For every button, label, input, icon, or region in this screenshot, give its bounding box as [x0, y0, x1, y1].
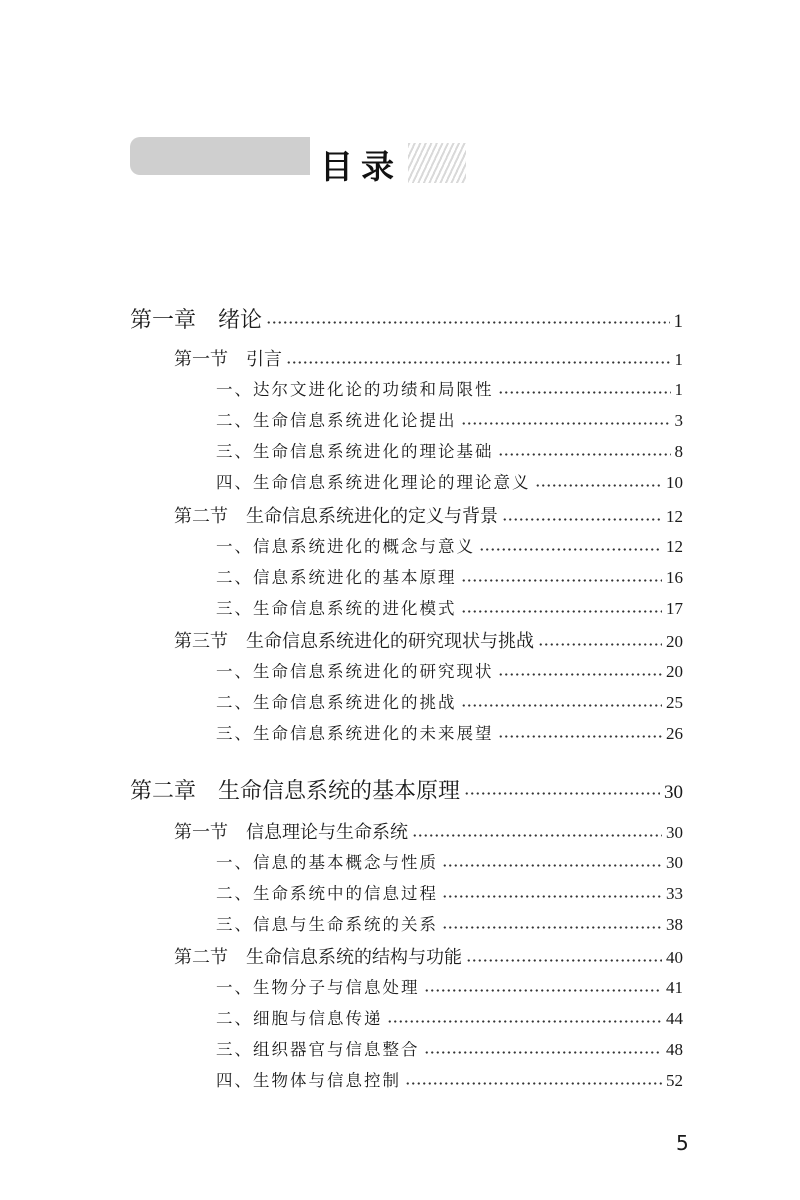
toc-item-label: [216, 407, 457, 431]
toc-item-label: [216, 658, 494, 682]
toc-item-label: [216, 595, 457, 619]
toc-page-number: 16: [666, 568, 683, 587]
toc-item-title: 三、生命信息系统进化的未来展望: [216, 724, 494, 743]
toc-item-label: [216, 1005, 383, 1029]
toc-section-title: 生命信息系统的结构与功能: [246, 947, 462, 968]
toc-section-number: 第二节: [174, 506, 228, 527]
toc-item-title: 四、生物体与信息控制: [216, 1071, 401, 1090]
dot-leader: [498, 735, 663, 738]
toc-page-number: 33: [666, 884, 683, 903]
toc-section-label: [174, 627, 534, 653]
toc-section[interactable]: [174, 818, 683, 844]
toc-page-number: 40: [666, 948, 683, 967]
toc-page-number: 30: [666, 823, 683, 842]
toc-section-title: 引言: [246, 349, 282, 370]
toc-page-number: 20: [666, 662, 683, 681]
dot-leader: [266, 321, 669, 324]
dot-leader: [286, 361, 671, 364]
toc-page-number: 10: [666, 473, 683, 492]
page-title: 目录: [320, 141, 408, 192]
toc-item[interactable]: [216, 407, 683, 431]
toc-page-number: 12: [666, 537, 683, 556]
toc-item[interactable]: [216, 1067, 683, 1091]
toc-chapter-title: 绪论: [218, 308, 263, 333]
toc-item-label: [216, 689, 457, 713]
dot-leader: [502, 518, 662, 521]
toc-item-title: 四、生命信息系统进化理论的理论意义: [216, 473, 531, 492]
toc-item-title: 二、生命系统中的信息过程: [216, 884, 438, 903]
toc-chapter-label: [130, 303, 262, 334]
toc-item-label: [216, 469, 531, 493]
toc-section[interactable]: [174, 345, 683, 371]
toc-item[interactable]: [216, 595, 683, 619]
toc-item-label: [216, 438, 494, 462]
toc-page-number: 20: [666, 632, 683, 651]
toc-item[interactable]: [216, 1036, 683, 1060]
toc-section[interactable]: [174, 502, 683, 528]
toc-item[interactable]: [216, 469, 683, 493]
dot-leader: [424, 989, 663, 992]
dot-leader: [461, 422, 671, 425]
toc-item[interactable]: [216, 1005, 683, 1029]
toc-item[interactable]: [216, 689, 683, 713]
toc-item-title: 二、信息系统进化的基本原理: [216, 568, 457, 587]
toc-item-label: [216, 974, 420, 998]
toc-item-title: 二、生命信息系统进化论提出: [216, 411, 457, 430]
toc-section-title: 生命信息系统进化的研究现状与挑战: [246, 631, 534, 652]
dot-leader: [535, 484, 663, 487]
toc-page-number: 30: [664, 782, 683, 803]
toc-section-number: 第三节: [174, 631, 228, 652]
toc-item[interactable]: [216, 376, 683, 400]
toc-item[interactable]: [216, 438, 683, 462]
toc-item-title: 二、细胞与信息传递: [216, 1009, 383, 1028]
dot-leader: [479, 548, 662, 551]
dot-leader: [498, 453, 671, 456]
toc-item-label: [216, 376, 494, 400]
toc-page-number: 52: [666, 1071, 683, 1090]
dot-leader: [538, 643, 662, 646]
toc-chapter-number: 第一章: [130, 308, 197, 333]
toc-item-title: 一、生命信息系统进化的研究现状: [216, 662, 494, 681]
toc-item-title: 三、组织器官与信息整合: [216, 1040, 420, 1059]
toc-page-number: 1: [674, 350, 683, 369]
page-number: 5: [676, 1131, 689, 1155]
toc-section-number: 第二节: [174, 947, 228, 968]
toc-page-number: 38: [666, 915, 683, 934]
dot-leader: [498, 673, 663, 676]
toc-section-title: 信息理论与生命系统: [246, 822, 408, 843]
toc-page-number: 26: [666, 724, 683, 743]
toc-item-label: [216, 564, 457, 588]
toc-section-label: [174, 502, 498, 528]
toc-item-label: [216, 1036, 420, 1060]
dot-leader: [464, 792, 660, 795]
toc-item-label: [216, 849, 438, 873]
dot-leader: [442, 926, 662, 929]
dot-leader: [461, 579, 663, 582]
toc-section-title: 生命信息系统进化的定义与背景: [246, 506, 498, 527]
toc-item-label: [216, 880, 438, 904]
toc-item-title: 一、信息系统进化的概念与意义: [216, 537, 475, 556]
toc-page-number: 48: [666, 1040, 683, 1059]
dot-leader: [498, 391, 671, 394]
toc-item-title: 一、信息的基本概念与性质: [216, 853, 438, 872]
dot-leader: [412, 834, 662, 837]
toc-item-label: [216, 911, 438, 935]
toc-page-number: 8: [674, 442, 683, 461]
toc-item[interactable]: [216, 911, 683, 935]
dot-leader: [442, 895, 662, 898]
toc-page-number: 30: [666, 853, 683, 872]
toc-section[interactable]: [174, 943, 683, 969]
toc-page-number: 17: [666, 599, 683, 618]
toc-page-number: 1: [673, 311, 683, 332]
toc-page-number: 25: [666, 693, 683, 712]
toc-item-title: 三、生命信息系统进化的理论基础: [216, 442, 494, 461]
toc-item-title: 一、达尔文进化论的功绩和局限性: [216, 380, 494, 399]
toc-item[interactable]: [216, 849, 683, 873]
toc-item[interactable]: [216, 880, 683, 904]
toc-item-label: [216, 1067, 401, 1091]
toc-section-number: 第一节: [174, 822, 228, 843]
dot-leader: [466, 959, 662, 962]
toc-page-number: 12: [666, 507, 683, 526]
toc-section[interactable]: [174, 627, 683, 653]
toc-page-number: 1: [674, 380, 683, 399]
toc-section-number: 第一节: [174, 349, 228, 370]
toc-page-number: 3: [674, 411, 683, 430]
dot-leader: [442, 864, 662, 867]
toc-chapter-title: 生命信息系统的基本原理: [218, 779, 461, 804]
dot-leader: [405, 1082, 662, 1085]
toc-item-title: 二、生命信息系统进化的挑战: [216, 693, 457, 712]
toc-page-number: 41: [666, 978, 683, 997]
toc-item-title: 一、生物分子与信息处理: [216, 978, 420, 997]
toc-item[interactable]: [216, 533, 683, 557]
toc-chapter-label: [130, 774, 460, 805]
toc-item[interactable]: [216, 974, 683, 998]
toc-item-label: [216, 533, 475, 557]
toc-section-label: [174, 345, 282, 371]
toc-item[interactable]: [216, 658, 683, 682]
toc-item[interactable]: [216, 720, 683, 744]
dot-leader: [424, 1051, 663, 1054]
dot-leader: [461, 704, 663, 707]
toc-item-title: 三、信息与生命系统的关系: [216, 915, 438, 934]
dot-leader: [387, 1020, 663, 1023]
toc-chapter[interactable]: [130, 774, 683, 805]
dot-leader: [461, 610, 663, 613]
toc-chapter[interactable]: [130, 303, 683, 334]
toc-section-label: [174, 818, 408, 844]
toc-chapter-number: 第二章: [130, 779, 197, 804]
toc-item-label: [216, 720, 494, 744]
toc-item[interactable]: [216, 564, 683, 588]
toc-item-title: 三、生命信息系统的进化模式: [216, 599, 457, 618]
toc-page-number: 44: [666, 1009, 683, 1028]
toc-section-label: [174, 943, 462, 969]
